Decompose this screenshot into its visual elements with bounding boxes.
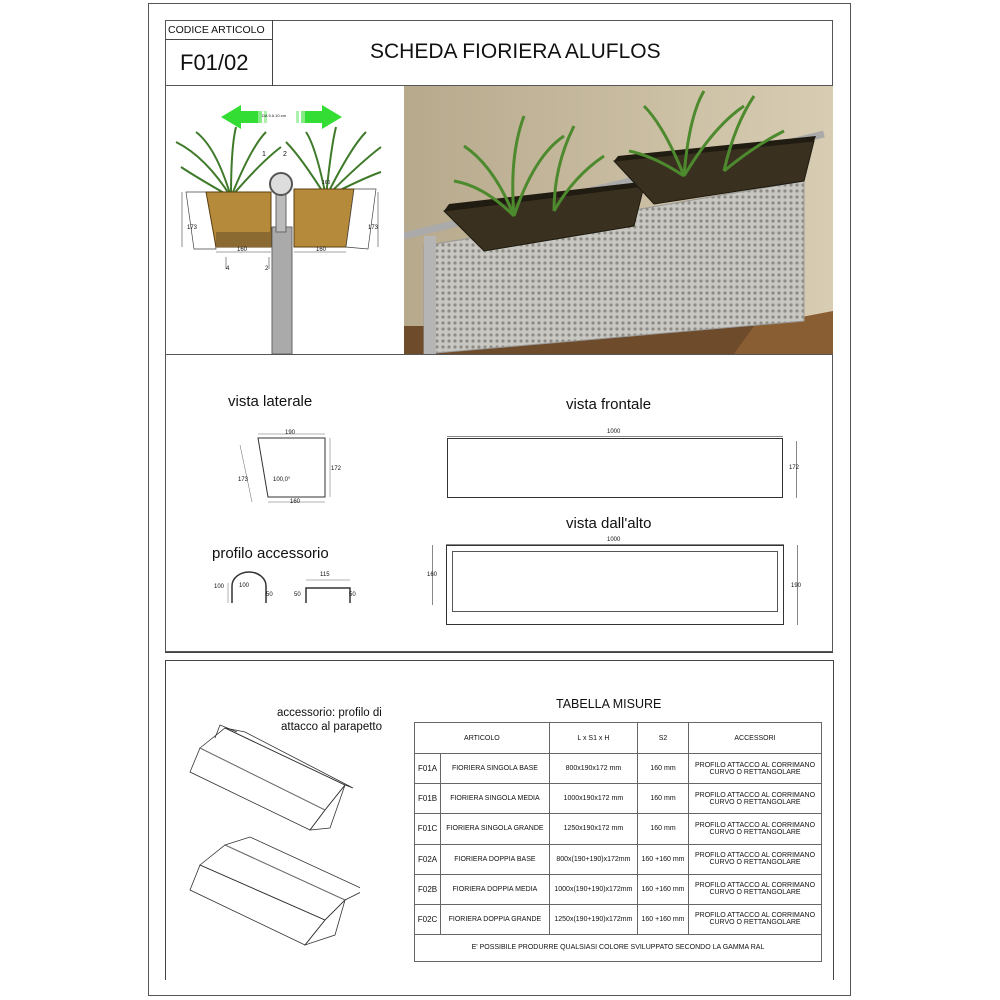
row-acc-line2: CURVO O RETTANGOLARE [709,889,801,897]
row-acc-line2: CURVO O RETTANGOLARE [709,768,801,776]
row-name: FIORIERA DOPPIA MEDIA [441,874,550,904]
row-code: F01A [415,754,441,784]
profile-title: profilo accessorio [212,545,329,562]
section-divider-2 [165,660,833,661]
table-row [415,784,822,814]
row-s2: 160 mm [638,754,689,784]
row-name: FIORIERA SINGOLA BASE [441,754,550,784]
table-row [415,874,822,904]
row-acc-line1: PROFILO ATTACCO AL CORRIMANO [694,912,816,920]
row-size: 800x190x172 mm [549,754,637,784]
code-label: CODICE ARTICOLO [168,24,265,36]
profile-a-width: 100 [239,583,250,589]
row-accessori [689,784,822,814]
row-code: F02B [415,874,441,904]
page-title: SCHEDA FIORIERA ALUFLOS [370,40,661,63]
section-divider-1 [165,652,833,653]
measurements-table [414,722,822,962]
table-row [415,754,822,784]
row-s2: 160 +160 mm [638,844,689,874]
row-name: FIORIERA SINGOLA GRANDE [441,814,550,844]
table-footer-row [415,934,822,961]
row-accessori [689,874,822,904]
profile-a-leg: 50 [266,592,273,598]
row-acc-line1: PROFILO ATTACCO AL CORRIMANO [694,852,816,860]
row-accessori [689,814,822,844]
code-label-underline [165,39,272,40]
planter-right-icon [294,189,379,249]
profile-b-width: 115 [320,572,330,578]
row-code: F02C [415,904,441,934]
dim-offset-left: 4 [226,266,230,272]
row-accessori [689,844,822,874]
marker-2: 2 [283,151,287,158]
profile-b-right: 50 [349,592,356,598]
col-s2: S2 [638,723,689,754]
front-dim-line [447,436,783,437]
code-value: F01/02 [180,50,249,75]
bottom-frame-right [833,660,834,980]
top-view-drawing [446,545,784,625]
row-size: 1250x(190+190)x172mm [549,904,637,934]
row-s2: 160 mm [638,784,689,814]
planter-left-icon [186,192,271,249]
accessory-caption-1: accessorio: profilo di [277,707,382,719]
row-acc-line1: PROFILO ATTACCO AL CORRIMANO [694,821,816,829]
table-row [415,904,822,934]
profile-a-height: 100 [214,584,225,590]
row-code: F01C [415,814,441,844]
row-name: FIORIERA SINGOLA MEDIA [441,784,550,814]
dim-height-right: 173 [368,225,379,231]
row-name: FIORIERA DOPPIA GRANDE [441,904,550,934]
dim-width-left: 160 [237,247,248,253]
top-view-inner [452,551,778,612]
row-size: 800x(190+190)x172mm [549,844,637,874]
table-row [415,844,822,874]
table-row [415,814,822,844]
plant-right-icon [286,127,381,197]
front-dim-height: 172 [789,465,800,471]
row-acc-line2: CURVO O RETTANGOLARE [709,798,801,806]
marker-1: 1 [262,151,266,158]
top-dim-width: 1000 [607,537,621,543]
row-acc-line2: CURVO O RETTANGOLARE [709,859,801,867]
row-code: F02A [415,844,441,874]
row-name: FIORIERA DOPPIA BASE [441,844,550,874]
row-size: 1000x190x172 mm [549,784,637,814]
front-view-drawing [447,438,783,498]
plant-left-icon [176,127,281,197]
bottom-frame-left [165,660,166,980]
mount-diagram [166,87,404,354]
row-acc-line1: PROFILO ATTACCO AL CORRIMANO [694,882,816,890]
table-footer: E' POSSIBILE PRODURRE QUALSIASI COLORE SVILUPPATO SECONDO LA GAMMA RAL [415,934,822,961]
dim-offset-right: 2 [265,266,269,272]
arrow-label: DA 5 A 10 cm [262,113,287,118]
side-view-title: vista laterale [228,393,313,410]
col-size: L x S1 x H [549,723,637,754]
dim-depth-top: 160 [322,180,331,186]
profile-drawing [210,568,370,608]
row-s2: 160 +160 mm [638,904,689,934]
row-code: F01B [415,784,441,814]
front-view-title: vista frontale [566,396,652,413]
row-acc-line1: PROFILO ATTACCO AL CORRIMANO [694,761,816,769]
profile-b-left: 50 [294,592,301,598]
top-dim-right: 190 [791,583,802,589]
single-planter-isometric [185,720,360,835]
side-dim-right: 172 [331,466,342,472]
top-view-title: vista dall'alto [566,515,652,532]
top-dim-left: 160 [427,572,438,578]
side-dim-top: 190 [285,430,296,436]
product-photo [404,86,833,354]
row-size: 1250x190x172 mm [549,814,637,844]
side-dim-left: 173 [238,477,249,483]
dim-width-right: 160 [316,247,327,253]
row-acc-line2: CURVO O RETTANGOLARE [709,919,801,927]
side-dim-angle: 100,0° [273,477,291,483]
row-acc-line1: PROFILO ATTACCO AL CORRIMANO [694,791,816,799]
double-planter-isometric [185,835,360,955]
row-s2: 160 mm [638,814,689,844]
table-header-row [415,723,822,754]
front-dim-width: 1000 [607,429,621,435]
row-accessori [689,754,822,784]
dim-height-left: 173 [187,225,198,231]
accessory-caption-2: attacco al parapetto [281,721,383,733]
top-dim-line [446,544,784,545]
col-articolo: ARTICOLO [415,723,550,754]
row-size: 1000x(190+190)x172mm [549,874,637,904]
header-divider [272,20,273,86]
railing-post-icon [270,173,292,354]
side-dim-bottom: 160 [290,499,301,505]
col-accessori: ACCESSORI [689,723,822,754]
row-s2: 160 +160 mm [638,874,689,904]
row-acc-line2: CURVO O RETTANGOLARE [709,828,801,836]
row-accessori [689,904,822,934]
table-title: TABELLA MISURE [556,697,662,711]
